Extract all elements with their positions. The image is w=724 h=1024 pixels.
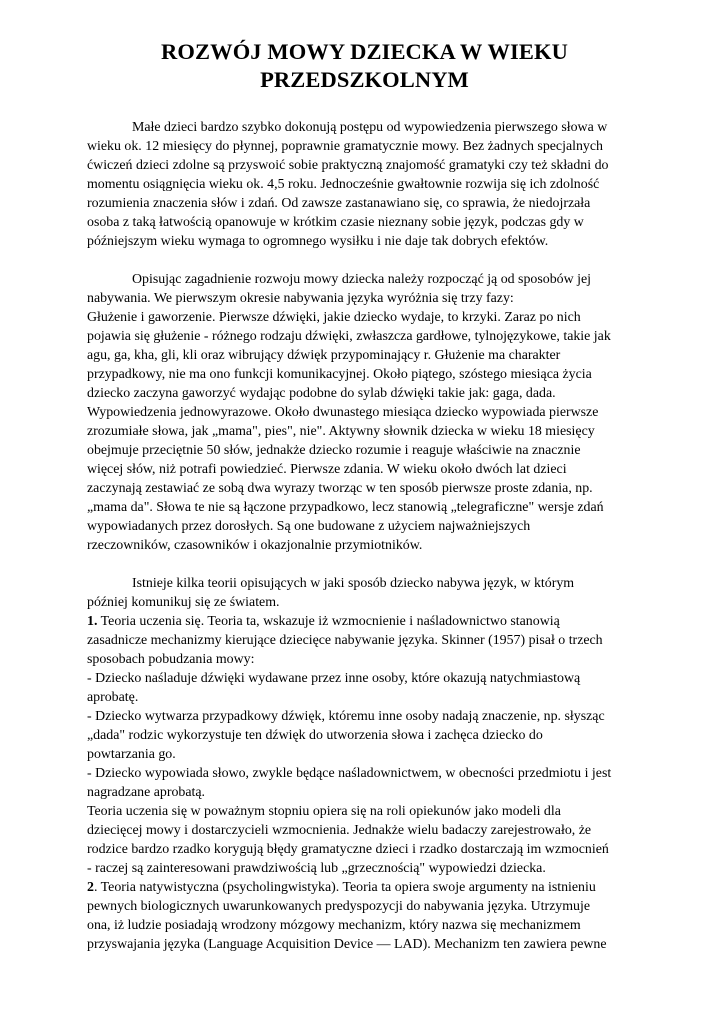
text-line: zaczynają zestawiać ze sobą dwa wyrazy tworząc w ten sposób pierwsze proste zdania, np. [87,481,593,496]
text-line: - Dziecko naśladuje dźwięki wydawane przez inne osoby, które okazują natychmiastową [87,671,581,686]
text-line: więcej słów, niż potrafi powiedzieć. Pierwsze zdania. W wieku około dwóch lat dzieci [87,462,567,477]
text-line: rozumienia znaczenia słów i zdań. Od zawsze zastanawiano się, co sprawia, że niedojrzała [87,196,591,211]
text-line: momentu osiągnięcia wieku ok. 4,5 roku. Jednocześnie gwałtownie rozwija się ich zdolność [87,177,600,192]
paragraph-intro [87,118,642,251]
text-line: nagradzane aprobatą. [87,785,205,800]
title-line-1: ROZWÓJ MOWY DZIECKA W WIEKU [161,39,568,64]
text-line: Małe dzieci bardzo szybko dokonują postępu od wypowiedzenia pierwszego słowa w [132,120,608,135]
text-line: „dada" rodzic wykorzystuje ten dźwięk do utworzenia słowa i zachęca dziecko do [87,728,543,743]
text-line: wypowiadanych przez dorosłych. Są one budowane z użyciem najważniejszych [87,519,531,534]
text-line: ćwiczeń dzieci zdolne są przyswoić sobie praktyczną znajomość gramatyki czy też składni do [87,158,609,173]
text-line: Istnieje kilka teorii opisujących w jaki sposób dziecko nabywa język, w którym [132,576,575,591]
text-line: Głużenie i gaworzenie. Pierwsze dźwięki, jakie dziecko wydaje, to krzyki. Zaraz po nich [87,310,581,325]
text-line: agu, ga, kha, gli, kli oraz wibrujący dźwięk przypominający r. Głużenie ma charakter [87,348,561,363]
theory-text: . Teoria natywistyczna (psycholingwistyka). Teoria ta opiera swoje argumenty na istnieniu [93,880,596,895]
text-line: osoba z taką łatwością opanowuje w krótkim czasie nieznany sobie język, podczas gdy w [87,215,584,230]
text-line: nabywania. We pierwszym okresie nabywania języka wyróżnia się trzy fazy: [87,291,514,306]
paragraph-language-phases [87,270,642,555]
text-line: sposobach pobudzania mowy: [87,652,255,667]
text-line: dziecięcej mowy i dostarczycieli wzmocnienia. Jednakże wielu badaczy zarejestrowało, że [87,823,592,838]
text-line: późniejszym wieku wymaga to ogromnego wysiłku i nie daje tak dobrych efektów. [87,234,549,249]
text-line: wieku ok. 12 miesięcy do płynnej, poprawnie gramatycznie mowy. Bez żadnych specjalnych [87,139,603,154]
document-title [87,38,642,94]
text-line: później komunikuj się ze światem. [87,595,280,610]
theory-nativist [87,878,642,954]
text-line: powtarzania go. [87,747,176,762]
text-line: pojawia się głużenie - różnego rodzaju dźwięki, zwłaszcza gardłowe, tylnojęzykowe, takie jak [87,329,611,344]
theory-number: 2 [87,880,94,895]
text-line: Opisując zagadnienie rozwoju mowy dziecka należy rozpocząć ją od sposobów jej [132,272,591,287]
text-line: Wypowiedzenia jednowyrazowe. Około dwunastego miesiąca dziecko wypowiada pierwsze [87,405,599,420]
text-line [87,612,642,631]
text-line: zasadnicze mechanizmy kierujące dziecięce nabywanie języka. Skinner (1957) pisał o trzech [87,633,603,648]
text-line: „mama da". Słowa te nie są łączone przypadkowo, lecz stanowią „telegraficzne" wersje zdań [87,500,604,515]
text-line: przypadkowy, nie ma ono funkcji komunikacyjnej. Około piątego, szóstego miesiąca życia [87,367,592,382]
text-line: pewnych biologicznych uwarunkowanych predyspozycji do nabywania języka. Utrzymuje [87,899,590,914]
text-line: aprobatę. [87,690,139,705]
text-line: ona, iż ludzie posiadają wrodzony mózgowy mechanizm, który nazwa się mechanizmem [87,918,581,933]
text-line: przyswajania języka (Language Acquisition Device — LAD). Mechanizm ten zawiera pewne [87,937,607,952]
theory-number: 1. [87,614,98,629]
text-line: obejmuje przeciętnie 50 słów, jednakże dziecko rozumie i reaguje właściwie na znacznie [87,443,581,458]
text-line [87,878,642,897]
theory-learning [87,612,642,878]
text-line: Teoria uczenia się w poważnym stopniu opiera się na roli opiekunów jako modeli dla [87,804,561,819]
text-line: zrozumiałe słowa, jak „mama", pies", nie". Aktywny słownik dziecka w wieku 18 miesięcy [87,424,595,439]
text-line: - Dziecko wytwarza przypadkowy dźwięk, któremu inne osoby nadają znaczenie, np. słysząc [87,709,605,724]
theory-text: Teoria uczenia się. Teoria ta, wskazuje iż wzmocnienie i naśladownictwo stanowią [97,614,560,629]
paragraph-theories-intro [87,574,642,612]
text-line: dziecko zaczyna gaworzyć wydając podobne do sylab dźwięki takie jak: gaga, dada. [87,386,556,401]
text-line: rodzice bardzo rzadko korygują błędy gramatyczne dzieci i rzadko dostarczają im wzmocnień [87,842,609,857]
text-line: rzeczowników, czasowników i okazjonalnie przymiotników. [87,538,423,553]
text-line: - Dziecko wypowiada słowo, zwykle będące naśladownictwem, w obecności przedmiotu i jest [87,766,612,781]
text-line: - raczej są zainteresowani prawdziwością lub „grzecznością" wypowiedzi dziecka. [87,861,546,876]
title-line-2: PRZEDSZKOLNYM [260,67,469,92]
